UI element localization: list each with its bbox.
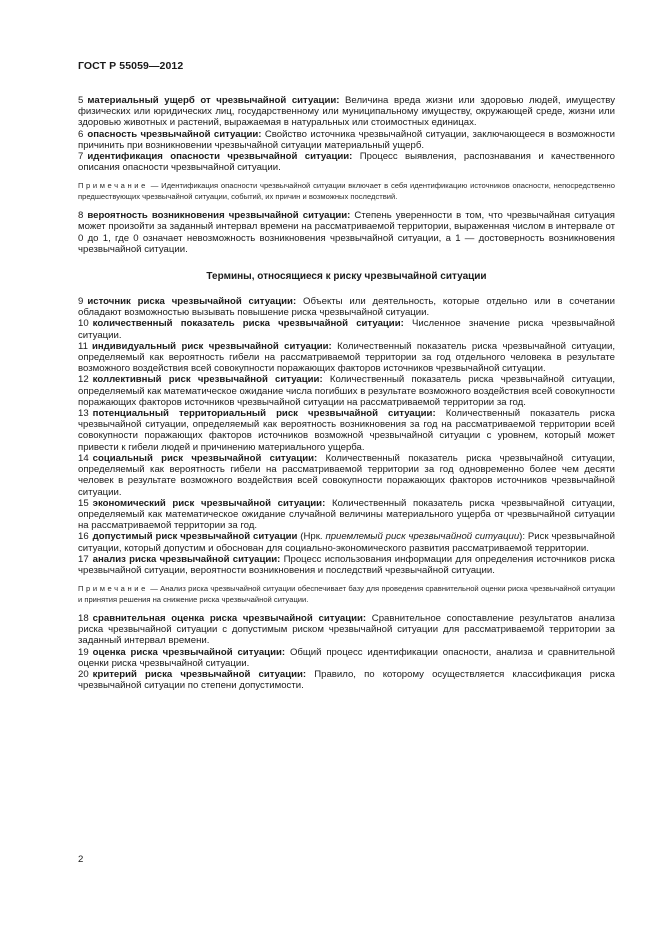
term-definition: Риск чрезвычайной ситуации, который допустим и обоснован для социально-экономического развития рассматриваемой территории. [78, 531, 615, 554]
term-paren-close: ): [519, 531, 526, 543]
term-name: анализ риска чрезвычайной ситуации: [92, 553, 281, 565]
terms-group-b [78, 210, 615, 255]
term-number: 10 [78, 318, 89, 330]
term-name: критерий риска чрезвычайной ситуации: [92, 668, 307, 680]
term-definition: Сравнительное сопоставление результатов анализа риска чрезвычайной ситуации с допустимым риском чрезвычайной ситуации для рассматриваемой территории за заданный интервал времени. [78, 612, 615, 647]
term-name: индивидуальный риск чрезвычайной ситуации: [91, 340, 332, 352]
term-number: 9 [78, 296, 84, 308]
term-definition: Процесс использования информации для определения источников риска чрезвычайной ситуации, вероятности возникновения и последствий чрезвычайной ситуации. [78, 553, 615, 576]
term-definition: Количественный показатель риска чрезвычайной ситуации, определяемый как вероятность гибели на рассматриваемой территории за год одновременно более чем десяти человек в результате возможного воздействия всей совокупности поражающих факторов источников чрезвычайной ситуации. [78, 452, 615, 498]
term-number: 17 [78, 553, 89, 565]
term-entry [78, 554, 615, 576]
terms-group-c [78, 296, 615, 576]
term-name: сравнительная оценка риска чрезвычайной ситуации: [92, 612, 367, 624]
terms-group-a [78, 95, 615, 173]
term-number: 11 [78, 340, 88, 352]
term-entry [78, 95, 615, 129]
note-1 [78, 181, 615, 202]
term-name: количественный показатель риска чрезвычайной ситуации: [92, 318, 404, 330]
term-entry [78, 210, 615, 255]
term-definition: Количественный показатель риска чрезвычайной ситуации, определяемый как вероятность гибели на рассматриваемой территории за год отдельного человека в результате возможного воздействия всей совокупности поражающих факторов источников чрезвычайной ситуации. [78, 340, 615, 375]
term-name: источник риска чрезвычайной ситуации: [87, 296, 297, 308]
term-entry [78, 408, 615, 453]
page-number: 2 [78, 854, 84, 865]
term-number: 18 [78, 612, 89, 624]
note-2 [78, 584, 615, 605]
note-text: — Анализ риска чрезвычайной ситуации обеспечивает базу для проведения сравнительной оценки риска чрезвычайной ситуации и принятия решения на снижение риска чрезвычайной ситуации. [78, 584, 615, 604]
term-number: 15 [78, 497, 89, 509]
term-definition: Количественный показатель риска чрезвычайной ситуации, определяемый как математическое ожидание случайной величины материального ущерба от чрезвычайной ситуации на рассматриваемой территории за год. [78, 497, 615, 532]
note-label: Примечание [78, 181, 148, 191]
term-number: 19 [78, 646, 89, 658]
term-number: 13 [78, 408, 89, 420]
term-entry [78, 647, 615, 669]
term-entry [78, 498, 615, 532]
term-number: 5 [78, 95, 84, 106]
section-heading: Термины, относящиеся к риску чрезвычайной ситуации [206, 271, 487, 283]
term-definition: Объекты или деятельность, которые отдельно или в сочетании обладают возможностью вызывать повышение риска чрезвычайной ситуации. [78, 296, 615, 319]
term-number: 6 [78, 128, 84, 140]
term-name: экономический риск чрезвычайной ситуации: [92, 497, 326, 509]
term-name: социальный риск чрезвычайной ситуации: [92, 452, 318, 464]
term-name: коллективный риск чрезвычайной ситуации: [92, 374, 323, 386]
note-text: — Идентификация опасности чрезвычайной ситуации включает в себя идентификацию источников опасности, непосредственно предшествующих чрезвычайной ситуации, событий, их причин и возможных последствий. [78, 181, 615, 201]
term-definition: Величина вреда жизни или здоровью людей, имуществу физических или юридических лиц, государственному или муниципальному имуществу, окружающей среде, жизни или здоровью животных и растений, выражаемая в натуральных или стоимостных единицах. [78, 95, 615, 129]
term-paren-open: (Нрк. [297, 531, 326, 543]
term-entry [78, 296, 615, 318]
term-entry [78, 341, 615, 375]
term-name: потенциальный территориальный риск чрезвычайной ситуации: [92, 408, 436, 420]
term-name: идентификация опасности чрезвычайной ситуации: [87, 151, 353, 163]
term-entry [78, 374, 615, 408]
terms-group-d [78, 613, 615, 691]
term-number: 12 [78, 374, 89, 386]
term-definition: Степень уверенности в том, что чрезвычайная ситуация может произойти за заданный интервал времени на рассматриваемой территории, выраженная числом в интервале от 0 до 1, где 0 означает невозможность возникновения чрезвычайной ситуации, а 1 — достоверность возникновения чрезвычайной ситуации. [78, 210, 615, 255]
term-entry [78, 453, 615, 498]
term-definition: Численное значение риска чрезвычайной ситуации. [78, 318, 616, 341]
term-number: 8 [78, 210, 84, 222]
note-label: Примечание [78, 584, 148, 594]
term-name: оценка риска чрезвычайной ситуации: [92, 646, 286, 658]
term-definition: Общий процесс идентификации опасности, анализа и сравнительной оценки риска чрезвычайной ситуации. [78, 646, 615, 669]
term-entry [78, 669, 615, 691]
document-page [78, 60, 615, 691]
term-number: 16 [78, 531, 89, 543]
term-entry [78, 318, 615, 340]
term-definition: Процесс выявления, распознавания и качественного описания опасности чрезвычайной ситуации. [78, 151, 615, 174]
term-entry [78, 613, 615, 647]
term-nonrecommended-synonym: приемлемый риск чрезвычайной ситуации [325, 531, 520, 543]
term-definition: Количественный показатель риска чрезвычайной ситуации, определяемый как вероятность возникновения за год на рассматриваемой территории всей совокупности поражающих факторов источников возможной чрезвычайной ситуации с уровнем, который может привести к гибели людей и причинению материального ущерба. [78, 408, 616, 453]
term-number: 20 [78, 668, 89, 680]
term-name: вероятность возникновения чрезвычайной ситуации: [87, 210, 351, 222]
term-number: 14 [78, 452, 89, 464]
term-entry [78, 531, 615, 553]
term-name: материальный ущерб от чрезвычайной ситуации: [87, 95, 340, 106]
document-header: ГОСТ Р 55059—2012 [78, 60, 184, 72]
term-number: 7 [78, 151, 84, 163]
term-definition: Свойство источника чрезвычайной ситуации, заключающееся в возможности причинить при возникновении чрезвычайной ситуации материальный ущерб. [78, 128, 616, 151]
term-definition: Правило, по которому осуществляется классификация риска чрезвычайной ситуации по степени допустимости. [78, 668, 615, 692]
term-definition: Количественный показатель риска чрезвычайной ситуации, определяемый как математическое ожидание числа погибших в результате возможного воздействия всей совокупности поражающих факторов источников чрезвычайной ситуации на рассматриваемой территории за год. [78, 374, 616, 408]
term-entry [78, 129, 615, 151]
term-name: допустимый риск чрезвычайной ситуации [92, 531, 298, 543]
term-name: опасность чрезвычайной ситуации: [87, 128, 262, 140]
term-entry [78, 151, 615, 173]
